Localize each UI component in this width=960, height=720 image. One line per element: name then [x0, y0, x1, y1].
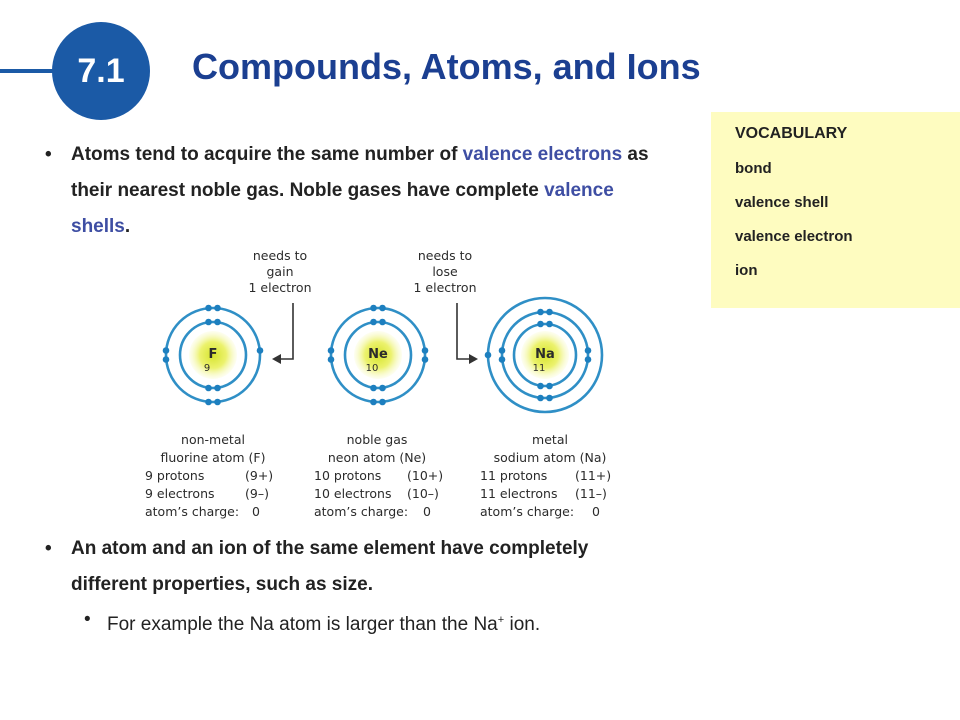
- ion-charge-superscript: +: [497, 614, 505, 626]
- electron: [257, 347, 264, 354]
- vocabulary-box: [711, 112, 960, 308]
- electron: [205, 399, 212, 406]
- atom-charge-value: 0: [423, 504, 431, 519]
- atom-caption-fluorine: [145, 432, 273, 519]
- section-number-badge: [52, 22, 150, 120]
- atom-protons-charge: (10+): [407, 468, 444, 483]
- valence-electron: [485, 352, 492, 359]
- electron: [422, 356, 429, 363]
- sub-bullet-text: [107, 604, 704, 641]
- atom-electrons-charge: (11–): [575, 486, 607, 501]
- bullet-text-part: .: [124, 216, 131, 237]
- atom-caption-line: non-metal: [181, 432, 245, 447]
- electron: [379, 305, 386, 312]
- atom-caption-line: metal: [532, 432, 568, 447]
- electron: [214, 385, 221, 392]
- electron: [422, 347, 429, 354]
- electron: [546, 309, 553, 316]
- electron: [205, 305, 212, 312]
- atomic-number: 10: [365, 363, 379, 374]
- atom-caption-line: noble gas: [346, 432, 408, 447]
- electron: [585, 356, 592, 363]
- element-symbol: Ne: [368, 347, 388, 362]
- highlight-term: valence shells: [71, 180, 614, 237]
- atom-charge-label: atom’s charge:: [314, 504, 409, 519]
- lose-arrow: [457, 303, 470, 359]
- bullet-text-part: Atoms tend to acquire the same number of: [71, 144, 463, 165]
- atom-charge-value: 0: [252, 504, 260, 519]
- atom-electrons-charge: (9–): [245, 486, 269, 501]
- atom-caption-neon: [314, 432, 443, 519]
- electron: [585, 347, 592, 354]
- arrow-label: 1 electron: [248, 280, 312, 295]
- atom-electrons: 10 electrons: [314, 486, 392, 501]
- arrow-label: gain: [266, 264, 294, 279]
- element-symbol: Na: [535, 347, 555, 362]
- lose-arrowhead: [469, 354, 478, 364]
- electron: [537, 321, 544, 328]
- gain-arrowhead: [272, 354, 281, 364]
- atom-diagram-svg: [140, 245, 640, 525]
- atom-protons: 9 protons: [145, 468, 205, 483]
- bullet-text-part: as their nearest noble gas. Noble gases have complete: [71, 144, 649, 201]
- atom-electrons-charge: (10–): [407, 486, 439, 501]
- bullet-text: [71, 137, 665, 245]
- electron: [537, 383, 544, 390]
- electron: [370, 305, 377, 312]
- vocabulary-item: ion: [735, 262, 758, 279]
- electron: [370, 319, 377, 326]
- electron: [163, 356, 170, 363]
- electron: [370, 385, 377, 392]
- sub-bullet-text-part: For example the Na atom is larger than the Na: [107, 614, 498, 635]
- electron: [499, 356, 506, 363]
- electron: [499, 347, 506, 354]
- electron: [205, 319, 212, 326]
- vocabulary-item: bond: [735, 160, 772, 177]
- atom-protons: 11 protons: [480, 468, 548, 483]
- electron: [546, 321, 553, 328]
- electron: [546, 383, 553, 390]
- electron: [214, 399, 221, 406]
- section-number: 7.1: [77, 51, 125, 90]
- atom-caption-sodium: [480, 432, 611, 519]
- atomic-number: 11: [532, 363, 546, 374]
- electron: [546, 395, 553, 402]
- atom-caption-line: fluorine atom (F): [160, 450, 266, 465]
- electron: [379, 319, 386, 326]
- atom-charge-label: atom’s charge:: [145, 504, 240, 519]
- vocabulary-item: valence electron: [735, 228, 853, 245]
- vocabulary-list: [735, 160, 853, 296]
- atomic-number: 9: [203, 363, 211, 374]
- electron: [370, 399, 377, 406]
- electron: [537, 309, 544, 316]
- bullet-atom-ion: [45, 531, 665, 603]
- element-symbol: F: [208, 347, 218, 362]
- sub-bullet-marker: •: [84, 609, 91, 630]
- atom-protons-charge: (11+): [575, 468, 612, 483]
- gain-arrow: [280, 303, 293, 359]
- sub-bullet-example: [84, 604, 704, 641]
- bullet-marker: •: [45, 144, 52, 165]
- atom-electrons: 11 electrons: [480, 486, 558, 501]
- arrow-label: needs to: [252, 248, 308, 263]
- bullet-marker: •: [45, 538, 52, 559]
- atom-charge-label: atom’s charge:: [480, 504, 575, 519]
- atom-caption-line: neon atom (Ne): [327, 450, 427, 465]
- atoms-layer: [163, 298, 602, 412]
- atom-electrons: 9 electrons: [145, 486, 215, 501]
- electron: [537, 395, 544, 402]
- electron: [328, 356, 335, 363]
- electron: [205, 385, 212, 392]
- atom-protons: 10 protons: [314, 468, 382, 483]
- sub-bullet-text-part: ion.: [504, 614, 541, 635]
- atom-diagram: [140, 245, 640, 530]
- electron: [379, 399, 386, 406]
- electron: [328, 347, 335, 354]
- vocabulary-title: VOCABULARY: [735, 125, 848, 142]
- bullet-text: An atom and an ion of the same element have completely different properties, such as size.: [71, 538, 589, 595]
- electron: [163, 347, 170, 354]
- arrow-label: lose: [432, 264, 458, 279]
- vocabulary-item: valence shell: [735, 194, 829, 211]
- atom-protons-charge: (9+): [245, 468, 274, 483]
- electron: [214, 305, 221, 312]
- atom-caption-line: sodium atom (Na): [493, 450, 607, 465]
- atom-charge-value: 0: [592, 504, 600, 519]
- bullet-valence: [45, 137, 665, 245]
- page-title: Compounds, Atoms, and Ions: [192, 46, 701, 87]
- arrow-label: 1 electron: [413, 280, 477, 295]
- electron: [379, 385, 386, 392]
- arrow-label: needs to: [417, 248, 473, 263]
- highlight-term: valence electrons: [462, 144, 623, 165]
- electron: [214, 319, 221, 326]
